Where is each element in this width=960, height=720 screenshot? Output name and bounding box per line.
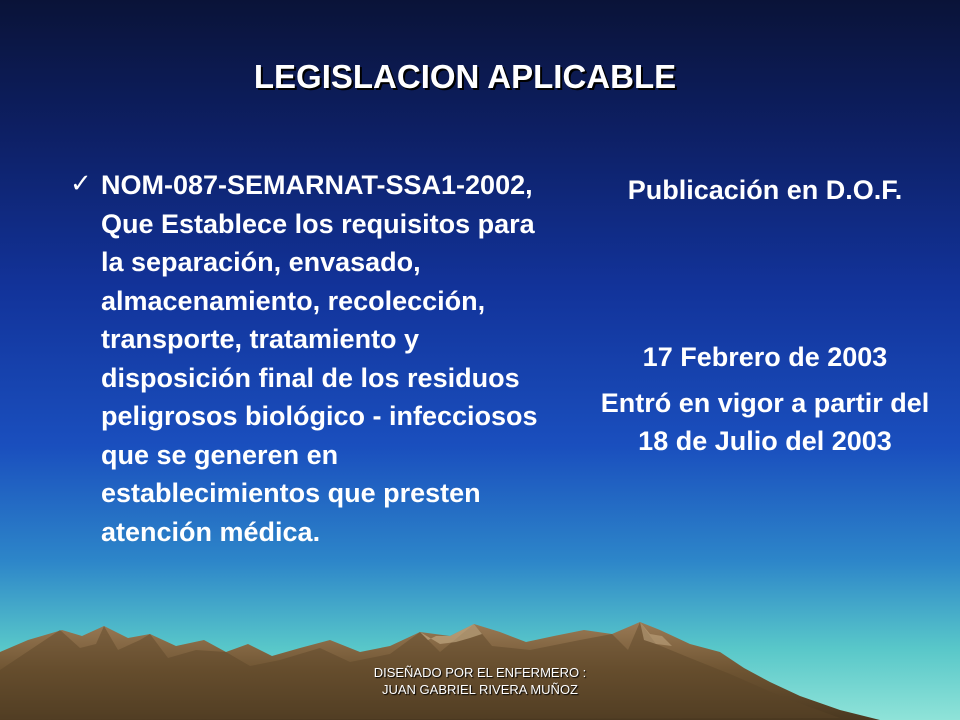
effective-date-text: Entró en vigor a partir del 18 de Julio del 2003 <box>600 388 930 456</box>
bullet-text: NOM-087-SEMARNAT-SSA1-2002, Que Establece los requisitos para la separación, envasado, almacenamiento, recolección, transporte, tratamiento y disposición final de los residuos peligrosos biológico - infecciosos que se generen en establecimientos que presten atención médica. <box>101 170 538 547</box>
footer-credit <box>330 664 630 698</box>
publication-label: Publicación en D.O.F. <box>627 175 903 205</box>
mountains-graphic <box>0 600 960 720</box>
publication-date: 17 Febrero de 2003 <box>642 342 888 372</box>
slide-title: LEGISLACION APLICABLE <box>253 58 677 95</box>
check-icon: ✓ <box>70 168 92 198</box>
footer-line-2: JUAN GABRIEL RIVERA MUÑOZ <box>382 682 578 697</box>
footer-line-1: DISEÑADO POR EL ENFERMERO : <box>373 665 587 680</box>
